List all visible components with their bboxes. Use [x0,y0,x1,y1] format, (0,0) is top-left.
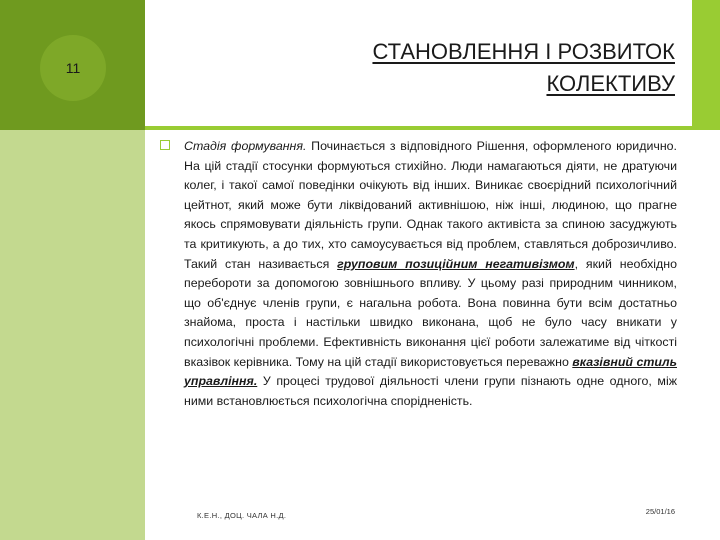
paragraph-text-2: , який необхідно перебороти за допомогою зовнішнього впливу. У цьому разі природним чинником, що об'єднує членів групи, є нагальна робота. Вона повинна бути всім достатньо знайома, проста і настільки швидко виконана, щоб не було часу вникати у психологічні проблеми. Ефективність виконання цієї роботи залежатиме від чіткості вказівок керівника. Тому на цій стадії використовується переважно [184,256,677,369]
term-group-negativism: груповим позиційним негативізмом [337,256,575,271]
slide-number-badge [40,35,106,101]
top-right-decor-strip [692,0,720,130]
term-directive-style: вказівний стиль управління. [184,354,677,389]
paragraph-text-1: Починається з відповідного Рішення, оформленого юридично. На цій стадії стосунки формуються стихійно. Люди намагаються діяти, не дратуючи колег, і такої самої поведінки очікують від інших. Виникає своєрідний психологічний цейтнот, який може бути ліквідований активнішою, ніж інші, людиною, що прагне якось спрямовувати діяльність групи. Однак такого активіста за спиною засуджують та критикують, а до тих, хто самоусувається від проблем, ставляться доброзичливо. Такий стан називається [184,139,677,271]
paragraph-text-3: У процесі трудової діяльності члени групи пізнають одне одного, між ними встановлюється психологічна спорідненість. [184,374,677,408]
footer-date: 25/01/16 [645,507,675,516]
bullet-square-icon [160,140,170,150]
content-body [160,137,685,477]
slide-title: СТАНОВЛЕННЯ І РОЗВИТОК КОЛЕКТИВУ [372,39,675,96]
slide-number: 11 [65,60,81,76]
footer-author: К.Е.Н., ДОЦ. ЧАЛА Н.Д. [197,511,287,520]
body-paragraph [184,137,677,411]
title-divider [145,126,720,130]
stage-heading: Стадія формування. [184,139,307,153]
